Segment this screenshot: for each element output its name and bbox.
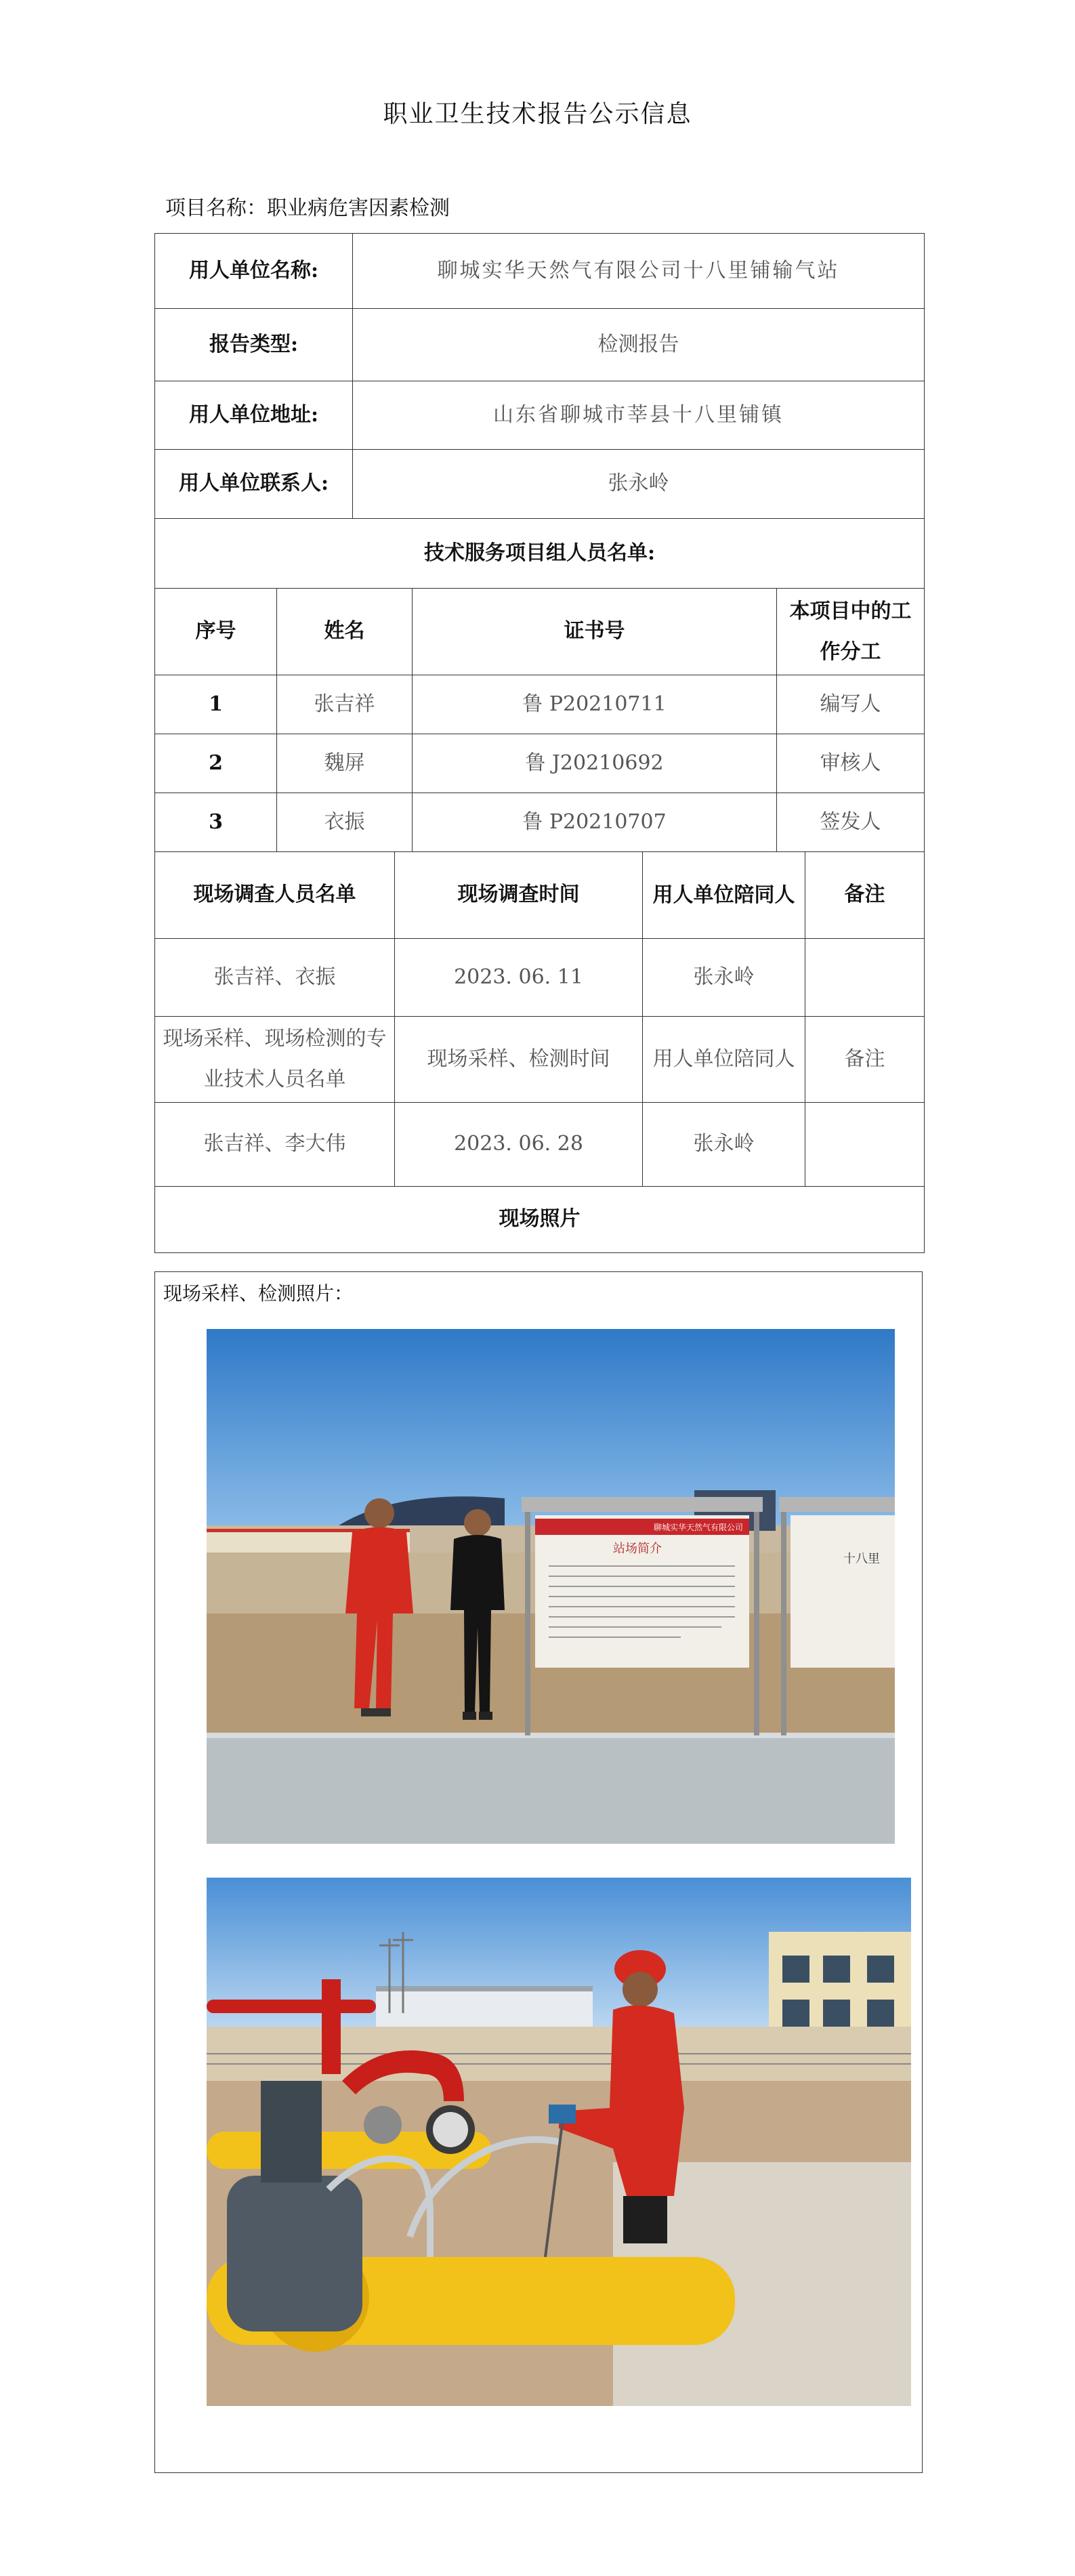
- team-no: 1: [155, 675, 277, 734]
- table-row: [155, 793, 925, 852]
- column-header: 证书号: [413, 589, 777, 675]
- team-no: 3: [155, 793, 277, 852]
- photos-label: 现场采样、检测照片：: [163, 1282, 354, 1305]
- sampling-escort: 张永岭: [643, 1103, 805, 1187]
- team-heading: 技术服务项目组人员名单:: [155, 519, 925, 589]
- team-role: 签发人: [777, 793, 925, 852]
- photos-heading: 现场照片: [155, 1187, 925, 1253]
- team-role: 审核人: [777, 734, 925, 793]
- team-name: 张吉祥: [277, 675, 413, 734]
- table-row: [155, 1017, 925, 1103]
- survey-date: 2023. 06. 11: [395, 939, 643, 1017]
- table-row: [155, 675, 925, 734]
- page-title: 职业卫生技术报告公示信息: [383, 100, 692, 128]
- table-row: [155, 519, 925, 589]
- sampling-people: 张吉祥、李大伟: [155, 1103, 395, 1187]
- table-row: [155, 309, 925, 381]
- board-title-text: 站场简介: [613, 1542, 662, 1556]
- table-row: [155, 450, 925, 519]
- team-name: 衣振: [277, 793, 413, 852]
- sampling-header: 备注: [805, 1017, 925, 1103]
- team-cert: 鲁 P20210707: [413, 793, 777, 852]
- sampling-note: [805, 1103, 925, 1187]
- table-row: [155, 1103, 925, 1187]
- info-label: 用人单位名称:: [155, 234, 353, 309]
- board-header-text: 聊城实华天然气有限公司: [654, 1523, 744, 1532]
- survey-people: 张吉祥、衣振: [155, 939, 395, 1017]
- column-header: 备注: [805, 852, 925, 939]
- info-label: 用人单位地址:: [155, 381, 353, 450]
- site-photo-detection: [207, 1878, 911, 2406]
- table-header-row: [155, 589, 925, 675]
- survey-table: [154, 851, 925, 1253]
- photos-box: [154, 1271, 923, 2473]
- survey-escort: 张永岭: [643, 939, 805, 1017]
- column-header: 序号: [155, 589, 277, 675]
- sampling-date: 2023. 06. 28: [395, 1103, 643, 1187]
- info-label: 用人单位联系人:: [155, 450, 353, 519]
- info-value: 山东省聊城市莘县十八里铺镇: [353, 381, 925, 450]
- project-name: 项目名称：职业病危害因素检测: [165, 196, 450, 220]
- board-partial-text: 十八里: [843, 1552, 880, 1566]
- info-value: 检测报告: [353, 309, 925, 381]
- info-value: 张永岭: [353, 450, 925, 519]
- team-cert: 鲁 P20210711: [413, 675, 777, 734]
- column-header: 姓名: [277, 589, 413, 675]
- table-row: [155, 939, 925, 1017]
- column-header: 本项目中的工作分工: [777, 589, 925, 675]
- table-row: [155, 381, 925, 450]
- column-header: 用人单位陪同人: [643, 852, 805, 939]
- sampling-header: 现场采样、检测时间: [395, 1017, 643, 1103]
- column-header: 现场调查时间: [395, 852, 643, 939]
- table-row: [155, 734, 925, 793]
- team-name: 魏屏: [277, 734, 413, 793]
- survey-note: [805, 939, 925, 1017]
- column-header: 现场调查人员名单: [155, 852, 395, 939]
- info-label: 报告类型:: [155, 309, 353, 381]
- team-no: 2: [155, 734, 277, 793]
- sampling-header: 用人单位陪同人: [643, 1017, 805, 1103]
- info-value: 聊城实华天然气有限公司十八里铺输气站: [353, 234, 925, 309]
- table-header-row: [155, 852, 925, 939]
- team-role: 编写人: [777, 675, 925, 734]
- team-cert: 鲁 J20210692: [413, 734, 777, 793]
- unit-info-table: [154, 233, 925, 589]
- site-photo-team: [207, 1329, 895, 1844]
- table-row: [155, 1187, 925, 1253]
- team-table: [154, 588, 925, 852]
- table-row: [155, 234, 925, 309]
- sampling-header: 现场采样、现场检测的专业技术人员名单: [155, 1017, 395, 1103]
